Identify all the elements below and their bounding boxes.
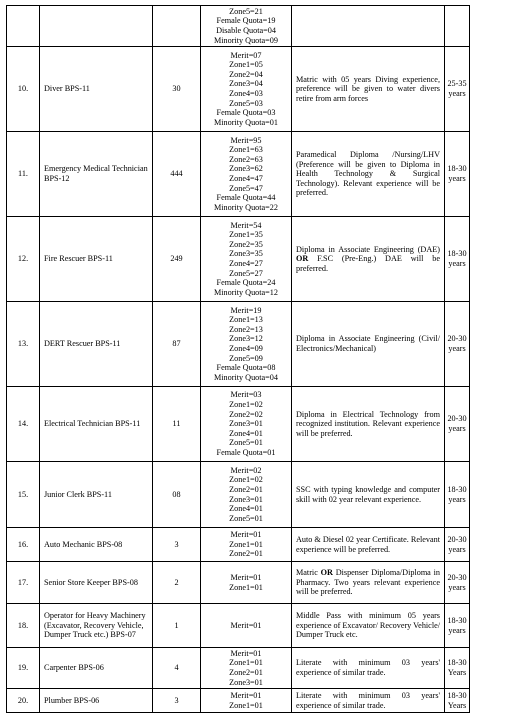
serial-number: 18. — [7, 604, 40, 648]
qualification: Middle Pass with minimum 05 years experience of Excavator/ Recovery Vehicle/ Dumper Truck etc. — [292, 604, 445, 648]
quota-line: Zone1=01 — [229, 582, 263, 592]
post-name: Emergency Medical Technician BPS-12 — [40, 132, 153, 217]
table-row — [7, 387, 470, 462]
age-limit — [445, 689, 470, 713]
quota-line: Zone1=01 — [229, 700, 263, 710]
qualification: Literate with minimum 03 years' experience of similar trade. — [292, 689, 445, 713]
quota-breakdown — [201, 648, 292, 689]
post-name: Plumber BPS-06 — [40, 689, 153, 713]
quota-line: Zone5=01 — [229, 513, 263, 523]
quota-line: Minority Quota=04 — [214, 372, 278, 382]
age-unit: years — [448, 344, 466, 353]
quota-line: Zone5=09 — [229, 353, 263, 363]
table-row — [7, 562, 470, 604]
age-range: 20-30 — [447, 334, 467, 344]
quota-line: Minority Quota=01 — [214, 117, 278, 127]
post-name: Fire Rescuer BPS-11 — [40, 217, 153, 302]
quota-line: Merit=01 — [230, 572, 262, 582]
age-unit: years — [448, 174, 466, 183]
quota-line: Minority Quota=22 — [214, 202, 278, 212]
or-separator: OR — [320, 568, 333, 578]
quota-line: Zone1=01 — [229, 658, 263, 668]
quota-line: Merit=95 — [230, 135, 262, 145]
post-count: 2 — [153, 562, 201, 604]
serial-number: 17. — [7, 562, 40, 604]
quota-line: Merit=03 — [230, 390, 262, 400]
quota-line: Merit=07 — [230, 50, 262, 60]
post-name: Auto Mechanic BPS-08 — [40, 528, 153, 562]
serial-number: 19. — [7, 648, 40, 689]
quota-line: Zone5=01 — [229, 438, 263, 448]
age-unit: years — [448, 259, 466, 268]
age-limit — [445, 648, 470, 689]
age-range: 18-30 — [447, 615, 467, 625]
qualification — [292, 562, 445, 604]
table-row — [7, 217, 470, 302]
quota-line: Zone4=47 — [229, 174, 263, 183]
quota-line: Merit=01 — [230, 690, 262, 700]
quota-line: Zone4=01 — [229, 428, 263, 438]
carry-post-cell — [40, 6, 153, 47]
age-unit: years — [448, 544, 466, 554]
table-row — [7, 132, 470, 217]
quota-line: Zone2=04 — [229, 69, 263, 79]
quota-line: Merit=19 — [230, 305, 262, 315]
age-limit — [445, 302, 470, 387]
quota-breakdown — [201, 217, 292, 302]
post-count: 249 — [153, 217, 201, 302]
quota-line: Zone1=13 — [229, 315, 263, 325]
quota-line: Zone2=63 — [229, 154, 263, 164]
post-count: 30 — [153, 47, 201, 132]
quota-line: Zone2=35 — [229, 239, 263, 249]
quota-line: Zone4=01 — [229, 504, 263, 514]
carry-age-cell — [445, 6, 470, 47]
post-count: 11 — [153, 387, 201, 462]
qualification-part: Matric — [296, 568, 318, 578]
quota-line: Merit=01 — [230, 530, 262, 540]
or-separator: OR — [296, 254, 309, 264]
quota-line: Merit=02 — [230, 465, 262, 475]
quota-breakdown — [201, 387, 292, 462]
qualification: Matric with 05 years Diving experience, preference will be given to water divers retire from arm forces — [292, 47, 445, 132]
age-unit: Years — [447, 668, 467, 677]
post-count: 87 — [153, 302, 201, 387]
age-range: 18-30 — [447, 690, 467, 700]
post-count: 4 — [153, 648, 201, 689]
post-name: Senior Store Keeper BPS-08 — [40, 562, 153, 604]
post-name: Electrical Technician BPS-11 — [40, 387, 153, 462]
post-name: DERT Rescuer BPS-11 — [40, 302, 153, 387]
quota-breakdown — [201, 132, 292, 217]
post-count: 444 — [153, 132, 201, 217]
quota-line: Merit=01 — [230, 620, 262, 630]
serial-number: 13. — [7, 302, 40, 387]
table-row — [7, 528, 470, 562]
quota-line: Female Quota=08 — [216, 363, 276, 373]
quota-line: Zone5=27 — [229, 268, 263, 278]
qualification-part: F.SC (Pre-Eng.) DAE will be preferred. — [296, 254, 440, 273]
quota-line: Female Quota=24 — [216, 278, 276, 288]
post-count: 1 — [153, 604, 201, 648]
quota-line: Zone3=12 — [229, 334, 263, 344]
qualification: Paramedical Diploma /Nursing/LHV (Preference will be given to Diploma in Health Technology & Surgical Technology). Relevant experience will be preferred. — [292, 132, 445, 217]
age-limit — [445, 387, 470, 462]
post-name: Junior Clerk BPS-11 — [40, 462, 153, 528]
quota-line: Zone1=35 — [229, 230, 263, 240]
serial-number: 14. — [7, 387, 40, 462]
age-limit — [445, 217, 470, 302]
qualification: Diploma in Associate Engineering (Civil/ Electronics/Mechanical) — [292, 302, 445, 387]
quota-line: Zone3=04 — [229, 79, 263, 89]
age-range: 25-35 — [447, 79, 467, 89]
quota-line: Zone1=02 — [229, 400, 263, 410]
quota-breakdown — [201, 604, 292, 648]
quota-breakdown — [201, 302, 292, 387]
carry-count-cell — [153, 6, 201, 47]
table-row — [7, 648, 470, 689]
quota-line: Zone5=21 — [229, 6, 263, 16]
age-limit — [445, 462, 470, 528]
serial-number: 15. — [7, 462, 40, 528]
carry-quota-cell — [201, 6, 292, 47]
quota-line: Zone3=01 — [229, 494, 263, 504]
quota-line: Female Quota=19 — [216, 16, 276, 26]
table-row — [7, 462, 470, 528]
qualification: Diploma in Electrical Technology from recognized institution. Relevant experience will be preferred. — [292, 387, 445, 462]
quota-breakdown — [201, 462, 292, 528]
age-range: 20-30 — [447, 534, 467, 544]
carry-over-row — [7, 6, 470, 47]
qualification — [292, 217, 445, 302]
qualification: SSC with typing knowledge and computer skill with 02 year relevant experience. — [292, 462, 445, 528]
quota-line: Disable Quota=04 — [216, 26, 276, 35]
serial-number: 20. — [7, 689, 40, 713]
age-limit — [445, 604, 470, 648]
age-range: 18-30 — [447, 658, 467, 668]
quota-line: Zone2=13 — [229, 324, 263, 334]
quota-line: Female Quota=44 — [216, 193, 276, 203]
post-name: Carpenter BPS-06 — [40, 648, 153, 689]
qualification: Auto & Diesel 02 year Certificate. Relevant experience will be preferred. — [292, 528, 445, 562]
serial-number: 11. — [7, 132, 40, 217]
quota-line: Zone4=09 — [229, 344, 263, 353]
post-name: Diver BPS-11 — [40, 47, 153, 132]
table-row — [7, 302, 470, 387]
age-limit — [445, 132, 470, 217]
quota-line: Female Quota=03 — [216, 108, 276, 118]
post-name: Operator for Heavy Machinery (Excavator, Recovery Vehicle, Dumper Truck etc.) BPS-07 — [40, 604, 153, 648]
age-unit: years — [448, 625, 466, 635]
age-range: 20-30 — [447, 414, 467, 424]
age-limit — [445, 562, 470, 604]
quota-line: Zone3=35 — [229, 249, 263, 259]
quota-breakdown — [201, 562, 292, 604]
quota-breakdown — [201, 528, 292, 562]
quota-line: Zone3=62 — [229, 164, 263, 174]
qualification: Literate with minimum 03 years' experience of similar trade. — [292, 648, 445, 689]
age-limit — [445, 47, 470, 132]
quota-line: Zone3=01 — [229, 419, 263, 429]
age-unit: years — [448, 582, 466, 592]
quota-line: Minority Quota=12 — [214, 287, 278, 297]
serial-number: 12. — [7, 217, 40, 302]
quota-line: Zone5=03 — [229, 98, 263, 108]
post-count: 08 — [153, 462, 201, 528]
quota-breakdown — [201, 47, 292, 132]
quota-line: Zone2=02 — [229, 409, 263, 419]
table-row — [7, 604, 470, 648]
quota-line: Zone1=05 — [229, 60, 263, 70]
quota-line: Zone1=02 — [229, 475, 263, 485]
carry-sno-cell — [7, 6, 40, 47]
serial-number: 10. — [7, 47, 40, 132]
quota-line: Zone3=01 — [229, 677, 263, 687]
table-row — [7, 689, 470, 713]
serial-number: 16. — [7, 528, 40, 562]
quota-line: Zone1=63 — [229, 145, 263, 155]
table-row — [7, 47, 470, 132]
quota-line: Merit=01 — [230, 648, 262, 658]
quota-line: Zone1=01 — [229, 539, 263, 549]
quota-line: Female Quota=01 — [216, 447, 276, 457]
age-unit: years — [448, 89, 466, 98]
quota-line: Minority Quota=09 — [214, 35, 278, 45]
vacancy-table — [6, 5, 470, 713]
age-range: 18-30 — [447, 249, 467, 259]
quota-line: Zone4=27 — [229, 259, 263, 268]
quota-line: Zone2=01 — [229, 484, 263, 494]
age-range: 18-30 — [447, 484, 467, 494]
post-count: 3 — [153, 528, 201, 562]
quota-line: Merit=54 — [230, 220, 262, 230]
qualification-part: Dispenser Diploma/Diploma in Pharmacy. Two years relevant experience will be preferred. — [296, 568, 440, 597]
age-unit: years — [448, 494, 466, 504]
quota-line: Zone4=03 — [229, 89, 263, 98]
quota-breakdown — [201, 689, 292, 713]
age-unit: years — [448, 424, 466, 433]
carry-qual-cell — [292, 6, 445, 47]
quota-line: Zone5=47 — [229, 183, 263, 193]
age-unit: Years — [447, 700, 467, 710]
age-range: 20-30 — [447, 572, 467, 582]
quota-line: Zone2=01 — [229, 668, 263, 677]
post-count: 3 — [153, 689, 201, 713]
age-range: 18-30 — [447, 164, 467, 174]
qualification-part: Diploma in Associate Engineering (DAE) — [296, 244, 440, 254]
quota-line: Zone2=01 — [229, 549, 263, 559]
age-limit — [445, 528, 470, 562]
